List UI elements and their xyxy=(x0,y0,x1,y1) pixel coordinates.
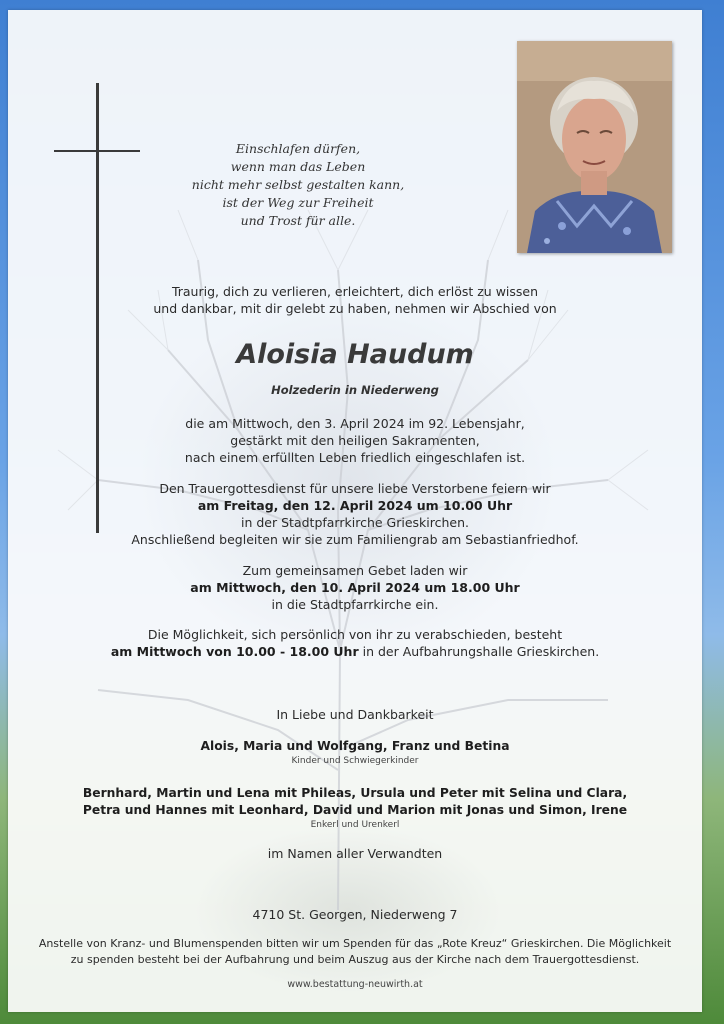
funeral-date: am Freitag, den 12. April 2024 um 10.00 Uhr xyxy=(197,498,513,513)
quote-line: wenn man das Leben xyxy=(230,159,366,174)
quote-line: ist der Weg zur Freiheit xyxy=(222,195,374,210)
children-label: Kinder und Schwiegerkinder xyxy=(291,756,419,766)
viewing-time: am Mittwoch von 10.00 - 18.00 Uhr xyxy=(110,644,359,659)
intro-text xyxy=(8,283,702,317)
prayer-line: Zum gemeinsamen Gebet laden wir xyxy=(242,563,468,578)
grandchildren-names: Bernhard, Martin und Lena mit Phileas, Ursula und Peter mit Selina und Clara, xyxy=(82,786,628,800)
deceased-subtitle: Holzederin in Niederweng xyxy=(271,383,439,397)
quote-line: Einschlafen dürfen, xyxy=(235,141,361,156)
address: 4710 St. Georgen, Niederweng 7 xyxy=(252,907,458,922)
memorial-quote xyxy=(158,140,438,230)
funeral-info xyxy=(8,480,702,548)
donation-line: zu spenden besteht bei der Aufbahrung und beim Auszug aus der Kirche nach dem Trauergottesdienst. xyxy=(70,953,640,966)
donation-line: Anstelle von Kranz- und Blumenspenden bitten wir um Spenden für das „Rote Kreuz“ Grieskirchen. Die Möglichkeit xyxy=(38,937,672,950)
portrait-photo xyxy=(517,41,672,253)
website-link[interactable]: www.bestattung-neuwirth.at xyxy=(287,979,423,990)
relatives-line: im Namen aller Verwandten xyxy=(267,846,443,861)
grandchildren-label: Enkerl und Urenkerl xyxy=(310,820,400,830)
funeral-burial: Anschließend begleiten wir sie zum Familiengrab am Sebastianfriedhof. xyxy=(131,532,579,547)
funeral-line: Den Trauergottesdienst für unsere liebe Verstorbene feiern wir xyxy=(159,481,551,496)
intro-line: und dankbar, mit dir gelebt zu haben, nehmen wir Abschied von xyxy=(153,301,557,316)
viewing-line: Die Möglichkeit, sich persönlich von ihr zu verabschieden, besteht xyxy=(147,627,563,642)
cross-bar xyxy=(54,150,140,152)
quote-line: nicht mehr selbst gestalten kann, xyxy=(191,177,405,192)
death-notice-line: nach einem erfüllten Leben friedlich eingeschlafen ist. xyxy=(184,450,526,465)
funeral-location: in der Stadtpfarrkirche Grieskirchen. xyxy=(241,515,469,530)
deceased-name: Aloisia Haudum xyxy=(236,339,474,370)
obituary-card xyxy=(8,10,702,1012)
prayer-date: am Mittwoch, den 10. April 2024 um 18.00 Uhr xyxy=(190,580,520,595)
children-block xyxy=(8,738,702,768)
prayer-location: in die Stadtpfarrkirche ein. xyxy=(271,597,439,612)
mourners-heading: In Liebe und Dankbarkeit xyxy=(276,707,434,722)
portrait-illustration xyxy=(517,41,672,253)
intro-line: Traurig, dich zu verlieren, erleichtert, dich erlöst zu wissen xyxy=(171,284,539,299)
quote-line: und Trost für alle. xyxy=(240,213,356,228)
children-names: Alois, Maria und Wolfgang, Franz und Betina xyxy=(200,739,510,753)
death-notice xyxy=(8,415,702,466)
viewing-info xyxy=(8,626,702,660)
viewing-location: in der Aufbahrungshalle Grieskirchen. xyxy=(358,644,600,659)
grandchildren-names: Petra und Hannes mit Leonhard, David und Marion mit Jonas und Simon, Irene xyxy=(82,803,628,817)
grandchildren-block xyxy=(8,785,702,832)
prayer-info xyxy=(8,562,702,613)
death-notice-line: gestärkt mit den heiligen Sakramenten, xyxy=(230,433,480,448)
death-notice-line: die am Mittwoch, den 3. April 2024 im 92. Lebensjahr, xyxy=(185,416,525,431)
donation-notice xyxy=(8,936,702,968)
